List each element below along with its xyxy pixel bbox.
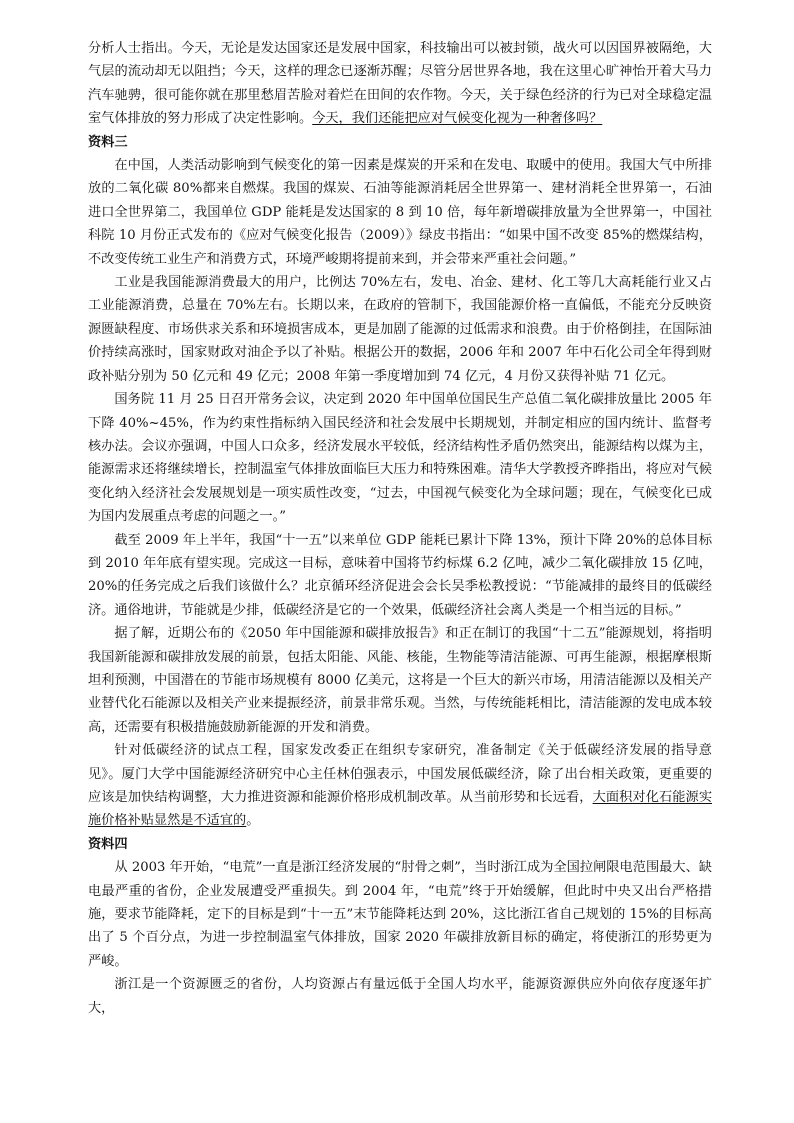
text-run: 据了解，近期公布的《2050 年中国能源和碳排放报告》和正在制订的我国“十二五”能源规划，将指明我国新能源和碳排放发展的前景，包括太阳能、风能、核能，生物能等清洁能源、可再生能源，根据摩根斯坦利预测，中国潜在的节能市场规模有 8000 亿美元，这将是一个巨大的新兴市场，用清洁能源以及相关产业替代化石能源以及相关产业来提振经济，前景非常乐观。当然，与传统能耗相比，清洁能源的发电成本较高，还需要有积极措施鼓励新能源的开发和消费。 — [88, 626, 712, 735]
text-run: 工业是我国能源消费最大的用户，比例达 70%左右，发电、冶金、建材、化工等几大高耗能行业又占工业能源消费，总量在 70%左右。长期以来，在政府的管制下，我国能源价格一直偏低，不能充分反映资源匮缺程度、市场供求关系和环境损害成本，更是加剧了能源的过低需求和浪费。由于价格倒挂，在国际油价持续高涨时，国家财政对油企予以了补贴。根据公开的数据，2006 年和 2007 年中石化公司全年得到财政补贴分别为 50 亿元和 49 亿元；2008 年第一季度增加到 74 亿元，4 月份又获得补贴 71 亿元。 — [88, 275, 712, 384]
section-heading: 资料四 — [88, 836, 128, 852]
underlined-statement: 大面积对化石能源实施价格补贴显然是不适宜的 — [88, 790, 713, 829]
text-run: 浙江是一个资源匮乏的省份，人均资源占有量远低于全国人均水平，能源资源供应外向依存度逐年扩大， — [88, 977, 712, 1016]
paragraph — [88, 154, 712, 271]
underlined-question: 今天，我们还能把应对气候变化视为一种奢侈吗？ — [312, 111, 603, 127]
paragraph — [88, 529, 712, 623]
paragraph — [88, 973, 712, 1020]
text-run: 针对低碳经济的试点工程，国家发改委正在组织专家研究，准备制定《关于低碳经济发展的指导意见》。厦门大学中国能源经济研究中心主任林伯强表示，中国发展低碳经济，除了出台相关政策，更重要的应该是加快结构调整，大力推进资源和能源价格形成机制改革。从当前形势和长远看， — [88, 743, 712, 805]
paragraph — [88, 388, 712, 528]
text-run: 分析人士指出。今天，无论是发达国家还是发展中国家，科技输出可以被封锁，战火可以因国界被隔绝，大气层的流动却无以阻挡；今天，这样的理念已逐渐苏醒；尽管分居世界各地，我在这里心旷神怡开着大马力汽车驰骋，很可能你就在那里愁眉苦脸对着烂在田间的农作物。今天，关于绿色经济的行为已对全球稳定温室气体排放的努力形成了决定性影响。 — [88, 41, 712, 127]
section-heading: 资料三 — [88, 134, 128, 150]
paragraph — [88, 856, 712, 973]
text-run: 从 2003 年开始，“电荒”一直是浙江经济发展的“肘骨之刺”，当时浙江成为全国拉闸限电范围最大、缺电最严重的省份，企业发展遭受严重损失。到 2004 年，“电荒”终于开始缓解，但此时中央又出台严格措施，要求节能降耗，定下的目标是到“十一五”末节能降耗达到 20%，这比浙江省自己规划的 15%的目标高出了 5 个百分点，为进一步控制温室气体排放，国家 2020 年碳排放新目标的确定，将使浙江的形势更为严峻。 — [88, 860, 712, 969]
paragraph — [88, 37, 712, 131]
text-run: 截至 2009 年上半年，我国“十一五”以来单位 GDP 能耗已累计下降 13%，预计下降 20%的总体目标到 2010 年年底有望实现。完成这一目标，意味着中国将节约标煤 6.2 亿吨，减少二氧化碳排放 15 亿吨，20%的任务完成之后我们该做什么？北京循环经济促进会会长吴季松教授说：“节能减排的最终目的低碳经济。通俗地讲，节能就是少排，低碳经济是它的一个效果，低碳经济社会离人类是一个相当远的目标。” — [88, 532, 712, 618]
paragraph — [88, 739, 712, 833]
text-run: 在中国，人类活动影响到气候变化的第一因素是煤炭的开采和在发电、取暖中的使用。我国大气中所排放的二氧化碳 80%都来自燃煤。我国的煤炭、石油等能源消耗居全世界第一、建材消耗全世界第一，石油进口全世界第二，我国单位 GDP 能耗是发达国家的 8 到 10 倍，每年新增碳排放量为全世界第一，中国社科院 10 月份正式发布的《应对气候变化报告（2009）》绿皮书指出：“如果中国不改变 85%的燃煤结构，不改变传统工业生产和消费方式，环境严峻期将提前来到，并会带来严重社会问题。” — [88, 158, 712, 267]
text-run: 。 — [246, 813, 260, 829]
paragraph — [88, 622, 712, 739]
text-run: 国务院 11 月 25 日召开常务会议，决定到 2020 年中国单位国民生产总值二氧化碳排放量比 2005 年下降 40%~45%，作为约束性指标纳入国民经济和社会发展中长期规划，并制定相应的国内统计、监督考核办法。会议亦强调，中国人口众多，经济发展水平较低，经济结构性矛盾仍然突出，能源结构以煤为主，能源需求还将继续增长，控制温室气体排放面临巨大压力和特殊困难。清华大学教授齐晔指出，将应对气候变化纳入经济社会发展规划是一项实质性改变，“过去，中国视气候变化为全球问题；现在，气候变化已成为国内发展重点考虑的问题之一。” — [88, 392, 712, 525]
paragraph — [88, 271, 712, 388]
